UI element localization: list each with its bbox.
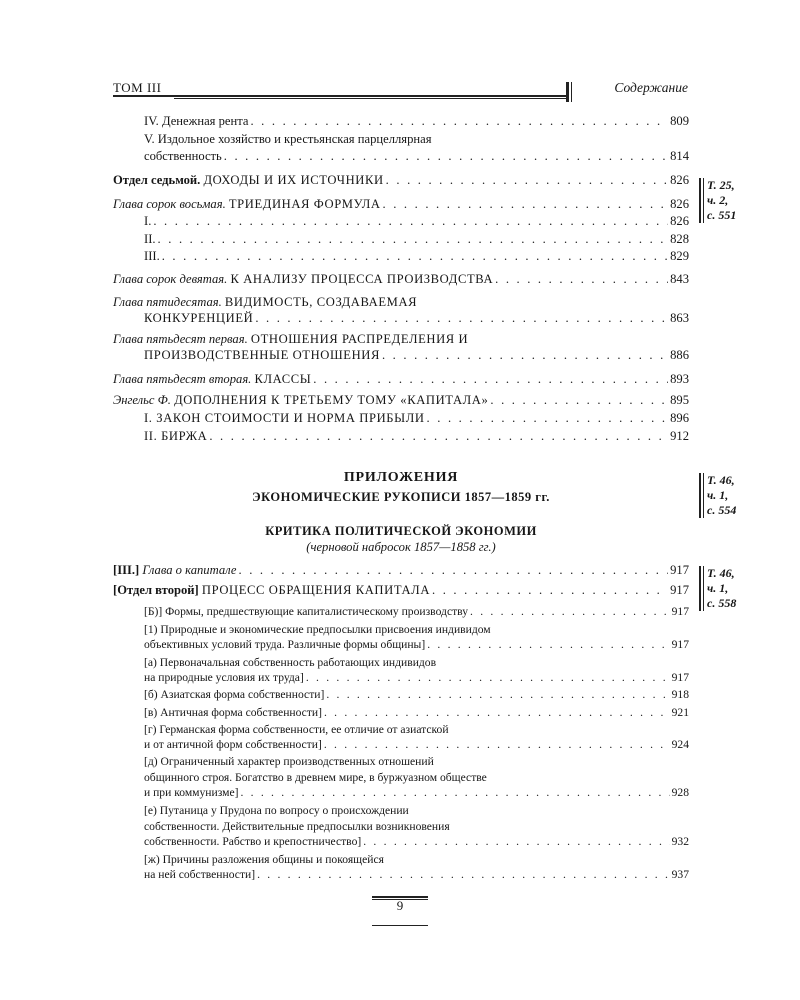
work-title: КРИТИКА ПОЛИТИЧЕСКОЙ ЭКОНОМИИ bbox=[265, 524, 537, 538]
toc-entry[interactable]: II. . . . 828 bbox=[144, 231, 689, 247]
toc-entry[interactable]: и при коммунизме] . . . 928 bbox=[144, 785, 689, 801]
running-head-section: Содержание bbox=[614, 80, 688, 95]
toc-entry-line: [ж) Причины разложения общины и покоящейся bbox=[144, 853, 384, 866]
toc-entry[interactable]: на природные условия их труда] . . . 917 bbox=[144, 670, 689, 686]
work-note: (черновой набросок 1857—1858 гг.) bbox=[306, 540, 496, 554]
toc-chapter[interactable]: Энгельс Ф. ДОПОЛНЕНИЯ К ТРЕТЬЕМУ ТОМУ «КАПИТАЛА» . . . 895 bbox=[113, 392, 689, 408]
toc-entry[interactable]: III. . . . 829 bbox=[144, 248, 689, 264]
toc-entry-line: общинного строя. Богатство в древнем мире, в буржуазном обществе bbox=[144, 771, 487, 784]
toc-chapter[interactable]: ПРОИЗВОДСТВЕННЫЕ ОТНОШЕНИЯ . . . 886 bbox=[144, 347, 689, 363]
toc-entry[interactable]: II. БИРЖА . . . 912 bbox=[144, 428, 689, 444]
page-number: 9 bbox=[396, 898, 404, 913]
toc-part-heading[interactable]: Отдел седьмой. ДОХОДЫ И ИХ ИСТОЧНИКИ . . . 826 bbox=[113, 172, 689, 188]
toc-entry-line: [1) Природные и экономические предпосылки присвоения индивидом bbox=[144, 623, 491, 636]
toc-entry[interactable]: собственность . . . 814 bbox=[144, 148, 689, 164]
toc-chapter[interactable]: Глава пятьдесят вторая. КЛАССЫ . . . 893 bbox=[113, 371, 689, 387]
appendix-subtitle: ЭКОНОМИЧЕСКИЕ РУКОПИСИ 1857—1859 гг. bbox=[252, 490, 550, 504]
toc-chapter[interactable]: Глава сорок девятая. К АНАЛИЗУ ПРОЦЕССА ПРОИЗВОДСТВА . . . 843 bbox=[113, 271, 689, 287]
toc-entry-line: собственности. Действительные предпосылки возникновения bbox=[144, 820, 450, 833]
toc-entry[interactable]: [в) Античная форма собственности] . . . 921 bbox=[144, 705, 689, 721]
margin-reference: Т. 25, ч. 2, с. 551 bbox=[699, 178, 736, 223]
header-ornament-bar bbox=[566, 82, 569, 102]
toc-chapter-line: Глава пятьдесят первая. ОТНОШЕНИЯ РАСПРЕДЕЛЕНИЯ И bbox=[113, 332, 469, 346]
toc-chapter[interactable]: [III.] Глава о капитале . . . 917 bbox=[113, 562, 689, 578]
toc-entry-line: [г) Германская форма собственности, ее отличие от азиатской bbox=[144, 723, 449, 736]
toc-entry[interactable]: собственности. Рабство и крепостничество] . . . 932 bbox=[144, 834, 689, 850]
toc-entry[interactable]: [Б)] Формы, предшествующие капиталистическому производству . . . 917 bbox=[144, 604, 689, 620]
toc-part-heading[interactable]: [Отдел второй] ПРОЦЕСС ОБРАЩЕНИЯ КАПИТАЛА . . . 917 bbox=[113, 582, 689, 598]
toc-entry[interactable]: объективных условий труда. Различные формы общины] . . . 917 bbox=[144, 637, 689, 653]
toc-entry[interactable]: I. . . . 826 bbox=[144, 213, 689, 229]
header-ornament-bar-thin bbox=[571, 82, 572, 102]
running-head-volume: ТОМ III bbox=[113, 80, 162, 95]
toc-chapter-line: Глава пятидесятая. ВИДИМОСТЬ, СОЗДАВАЕМАЯ bbox=[113, 295, 418, 309]
toc-chapter[interactable]: Глава сорок восьмая. ТРИЕДИНАЯ ФОРМУЛА . . . 826 bbox=[113, 196, 689, 212]
margin-reference: Т. 46, ч. 1, с. 558 bbox=[699, 566, 736, 611]
toc-entry-line: V. Издольное хозяйство и крестьянская парцеллярная bbox=[144, 132, 432, 146]
folio-rule-bottom bbox=[372, 925, 428, 926]
header-rule bbox=[113, 95, 569, 97]
margin-reference: Т. 46, ч. 1, с. 554 bbox=[699, 473, 736, 518]
header-rule-thin bbox=[174, 98, 569, 99]
toc-entry[interactable]: и от античной форм собственности] . . . 924 bbox=[144, 737, 689, 753]
toc-chapter[interactable]: КОНКУРЕНЦИЕЙ . . . 863 bbox=[144, 310, 689, 326]
toc-entry-line: [д) Ограниченный характер производственных отношений bbox=[144, 755, 434, 768]
toc-entry[interactable]: I. ЗАКОН СТОИМОСТИ И НОРМА ПРИБЫЛИ . . . 896 bbox=[144, 410, 689, 426]
toc-entry-line: [а) Первоначальная собственность работающих индивидов bbox=[144, 656, 437, 669]
appendix-title: ПРИЛОЖЕНИЯ bbox=[343, 470, 459, 485]
toc-entry[interactable]: на ней собственности] . . . 937 bbox=[144, 867, 689, 883]
toc-entry-line: [е) Путаница у Прудона по вопросу о происхождении bbox=[144, 804, 409, 817]
toc-entry[interactable]: IV. Денежная рента . . . 809 bbox=[144, 113, 689, 129]
toc-entry[interactable]: [б) Азиатская форма собственности] . . . 918 bbox=[144, 687, 689, 703]
